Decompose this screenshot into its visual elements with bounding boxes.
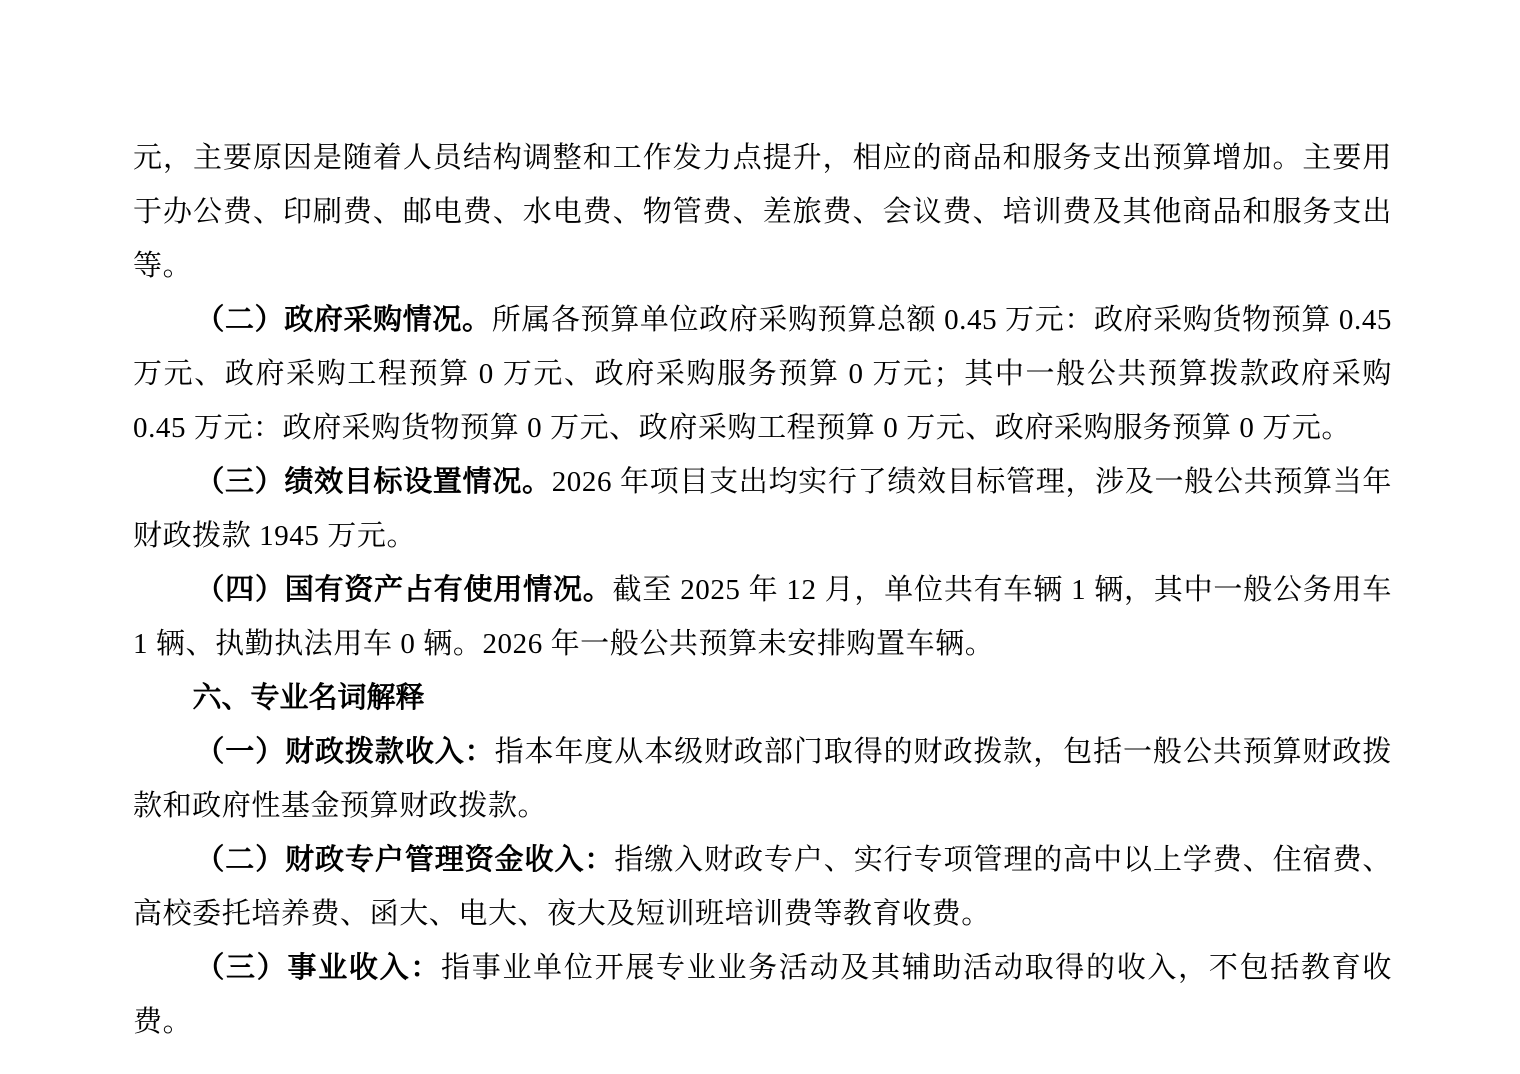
paragraph-fiscal-appropriation-income	[133, 725, 1392, 833]
paragraph-text: 2026 年项目支出均实行了绩效目标管理，涉及一般公共预算当年财政拨款 1945 万元。	[133, 466, 1392, 552]
paragraph-government-procurement	[133, 293, 1392, 455]
paragraph-text: 指本年度从本级财政部门取得的财政拨款，包括一般公共预算财政拨款和政府性基金预算财政拨款。	[133, 736, 1392, 822]
paragraph-performance-targets	[133, 455, 1392, 563]
paragraph-text: 指缴入财政专户、实行专项管理的高中以上学费、住宿费、高校委托培养费、函大、电大、夜大及短训班培训费等教育收费。	[133, 844, 1392, 930]
section-heading-text: 六、专业名词解释	[192, 682, 425, 714]
paragraph-label: （四）国有资产占有使用情况。	[195, 574, 613, 606]
section-heading-terminology	[133, 671, 1392, 725]
paragraph-goods-services-continuation	[133, 131, 1392, 293]
paragraph-text: 元，主要原因是随着人员结构调整和工作发力点提升，相应的商品和服务支出预算增加。主要用于办公费、印刷费、邮电费、水电费、物管费、差旅费、会议费、培训费及其他商品和服务支出等。	[133, 142, 1392, 282]
paragraph-text: 指事业单位开展专业业务活动及其辅助活动取得的收入，不包括教育收费。	[133, 952, 1392, 1038]
paragraph-text: 截至 2025 年 12 月，单位共有车辆 1 辆，其中一般公务用车 1 辆、执勤执法用车 0 辆。2026 年一般公共预算未安排购置车辆。	[133, 574, 1392, 660]
paragraph-business-income	[133, 941, 1392, 1049]
paragraph-label: （三）事业收入：	[195, 952, 442, 984]
paragraph-text: 所属各预算单位政府采购预算总额 0.45 万元：政府采购货物预算 0.45 万元、政府采购工程预算 0 万元、政府采购服务预算 0 万元；其中一般公共预算拨款政府采购 0.45 万元：政府采购货物预算 0 万元、政府采购工程预算 0 万元、政府采购服务预算 0 万元。	[133, 304, 1392, 444]
paragraph-label: （二）政府采购情况。	[195, 304, 492, 336]
paragraph-state-owned-assets	[133, 563, 1392, 671]
paragraph-label: （二）财政专户管理资金收入：	[195, 844, 615, 876]
paragraph-special-account-income	[133, 833, 1392, 941]
paragraph-label: （一）财政拨款收入：	[195, 736, 495, 768]
paragraph-label: （三）绩效目标设置情况。	[195, 466, 552, 498]
